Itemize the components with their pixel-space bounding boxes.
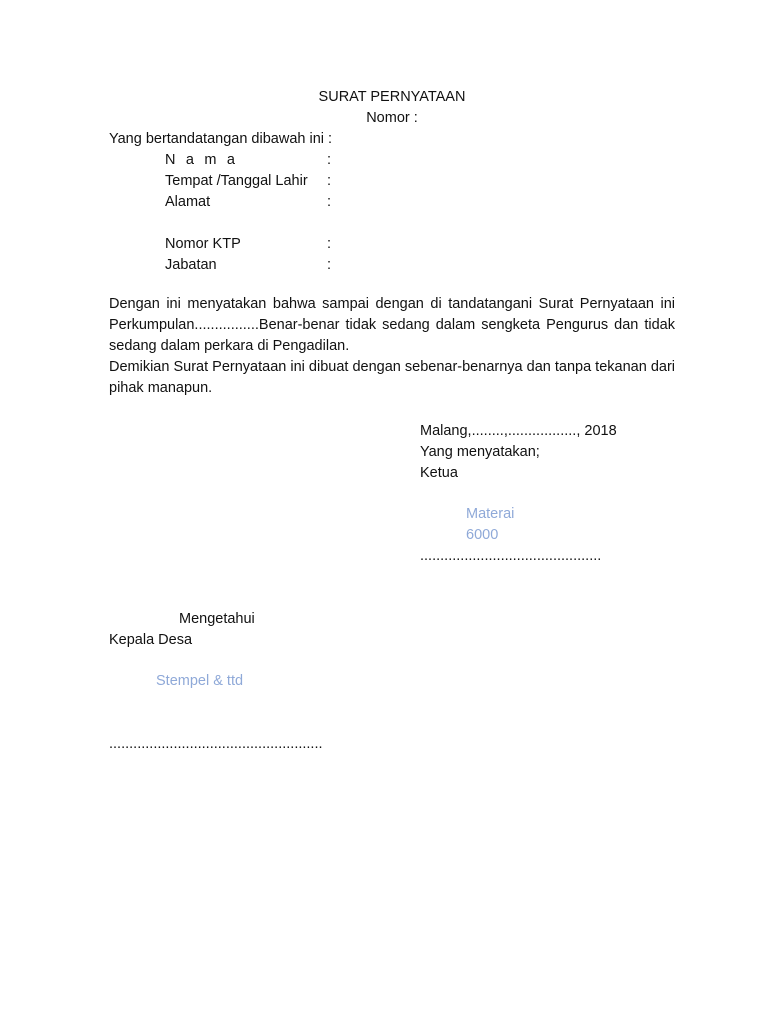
field-colon: :: [327, 173, 332, 189]
field-colon: :: [327, 236, 332, 252]
declarant-label: Yang menyatakan;: [420, 444, 540, 460]
signer-signature-line: .............................................: [420, 548, 602, 564]
field-label-nama: N a m a: [165, 152, 239, 168]
document-number-label: Nomor :: [366, 110, 418, 126]
stamp-signature-placeholder: Stempel & ttd: [156, 673, 244, 689]
field-colon: :: [327, 194, 332, 210]
field-label-jabatan: Jabatan: [165, 257, 217, 273]
stamp-placeholder-value: 6000: [466, 527, 499, 543]
closing-paragraph: Demikian Surat Pernyataan ini dibuat dengan sebenar-benarnya dan tanpa tekanan dari pihak manapun.: [109, 359, 675, 396]
stamp-placeholder-materai: Materai: [466, 506, 515, 522]
place-date: Malang,........,................., 2018: [420, 423, 617, 439]
field-colon: :: [327, 152, 332, 168]
acknowledgement-label: Mengetahui: [179, 611, 255, 627]
field-colon: :: [327, 257, 332, 273]
document-title: SURAT PERNYATAAN: [318, 89, 466, 105]
signer-role: Ketua: [420, 465, 458, 481]
acknowledgement-role: Kepala Desa: [109, 632, 193, 648]
field-label-nomor-ktp: Nomor KTP: [165, 236, 241, 252]
field-label-tempat-tanggal-lahir: Tempat /Tanggal Lahir: [165, 173, 308, 189]
statement-paragraph: Dengan ini menyatakan bahwa sampai dengan di tandatangani Surat Pernyataan ini Perkumpulan................Benar-benar tidak sedang dalam sengketa Pengurus dan tidak sedang dalam perkara di Pengadilan.: [109, 296, 675, 354]
acknowledgement-signature-line: .....................................................: [109, 736, 323, 752]
field-label-alamat: Alamat: [165, 194, 211, 210]
intro-text: Yang bertandatangan dibawah ini :: [109, 131, 333, 147]
